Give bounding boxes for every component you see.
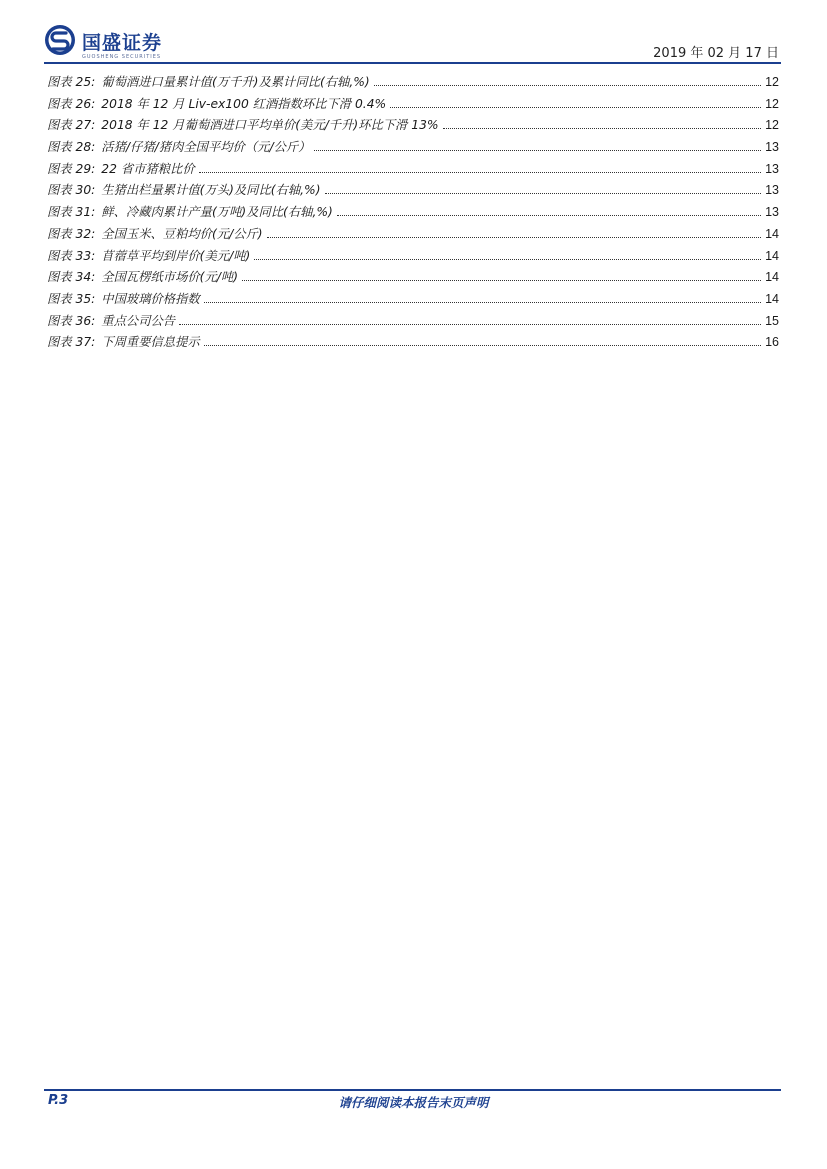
toc-entry-number: 图表 25: (47, 75, 96, 89)
toc-entry[interactable] (47, 289, 779, 311)
toc-entry-page: 15 (765, 313, 779, 328)
toc-entry-title: 中国玻璃价格指数 (101, 291, 200, 306)
page-number: P.3 (48, 1093, 69, 1108)
toc-entry-number: 图表 29: (47, 161, 96, 176)
toc-entry-page: 13 (765, 140, 779, 155)
dot-leader (254, 259, 761, 260)
toc-entry[interactable] (47, 246, 779, 268)
toc-entry[interactable] (47, 224, 779, 246)
toc-entry-number: 图表 37: (47, 335, 96, 350)
toc-entry-page: 12 (765, 118, 779, 133)
toc-entry[interactable] (47, 72, 779, 94)
guosheng-logo-icon (44, 24, 76, 56)
toc-entry[interactable] (47, 311, 779, 333)
toc-entry[interactable] (47, 115, 779, 137)
toc-entry[interactable] (47, 94, 779, 116)
dot-leader (314, 150, 761, 151)
toc-entry-page: 14 (765, 226, 779, 241)
disclaimer-note: 请仔细阅读本报告末页声明 (338, 1095, 489, 1110)
toc-entry-number: 图表 27: (47, 118, 96, 133)
dot-leader (374, 85, 761, 86)
toc-entry-number: 图表 31: (47, 205, 96, 220)
toc-entry-title: 生猪出栏量累计值(万头)及同比(右轴,%) (101, 183, 321, 198)
dot-leader (199, 172, 761, 173)
toc-entry-page: 12 (765, 96, 779, 111)
toc-entry-title: 下周重要信息提示 (101, 335, 200, 350)
toc-entry-number: 图表 28: (47, 140, 96, 155)
toc-entry-page: 12 (765, 75, 779, 89)
dot-leader (325, 193, 762, 194)
header-divider (44, 62, 781, 64)
toc-entry-number: 图表 34: (47, 270, 96, 285)
brand-name: 国盛证券 (82, 32, 163, 54)
toc-entry-title: 全国瓦楞纸市场价(元/吨) (101, 270, 239, 285)
dot-leader (204, 302, 761, 303)
dot-leader (443, 128, 762, 129)
toc-entry-title: 22 省市猪粮比价 (101, 161, 195, 176)
toc-entry[interactable] (47, 202, 779, 224)
toc-entry-title: 鲜、冷藏肉累计产量(万吨)及同比(右轴,%) (101, 205, 333, 220)
toc-entry-number: 图表 30: (47, 183, 96, 198)
toc-entry-title: 重点公司公告 (101, 313, 176, 328)
footer-divider (44, 1089, 781, 1091)
dot-leader (390, 107, 761, 108)
toc-entry-number: 图表 35: (47, 291, 96, 306)
toc-entry-title: 2018 年 12 月 Liv-ex100 红酒指数环比下滑 0.4% (101, 96, 387, 111)
toc-entry-number: 图表 32: (47, 226, 96, 241)
dot-leader (267, 237, 761, 238)
figure-index-list (47, 72, 779, 354)
toc-entry-title: 苜蓿草平均到岸价(美元/吨) (101, 248, 251, 263)
toc-entry-title: 葡萄酒进口量累计值(万千升)及累计同比(右轴,%) (101, 75, 370, 89)
toc-entry-page: 16 (765, 335, 779, 350)
toc-entry-page: 13 (765, 183, 779, 198)
toc-entry-number: 图表 36: (47, 313, 96, 328)
toc-entry-page: 14 (765, 270, 779, 285)
toc-entry[interactable] (47, 332, 779, 354)
toc-entry-page: 13 (765, 205, 779, 220)
toc-entry[interactable] (47, 267, 779, 289)
dot-leader (337, 215, 761, 216)
toc-entry-page: 14 (765, 248, 779, 263)
dot-leader (179, 324, 761, 325)
toc-entry[interactable] (47, 137, 779, 159)
toc-entry-title: 全国玉米、豆粕均价(元/公斤) (101, 226, 263, 241)
toc-entry[interactable] (47, 159, 779, 181)
toc-entry-title: 活猪/仔猪/猪肉全国平均价（元/公斤） (101, 140, 311, 155)
report-date: 2019 年 02 月 17 日 (653, 46, 779, 61)
brand-subtitle: GUOSHENG SECURITIES (82, 54, 162, 60)
toc-entry-page: 13 (765, 161, 779, 176)
toc-entry-number: 图表 33: (47, 248, 96, 263)
dot-leader (204, 345, 761, 346)
dot-leader (242, 280, 761, 281)
toc-entry-number: 图表 26: (47, 96, 96, 111)
toc-entry-page: 14 (765, 291, 779, 306)
toc-entry[interactable] (47, 180, 779, 202)
toc-entry-title: 2018 年 12 月葡萄酒进口平均单价(美元/千升)环比下滑 13% (101, 118, 439, 133)
